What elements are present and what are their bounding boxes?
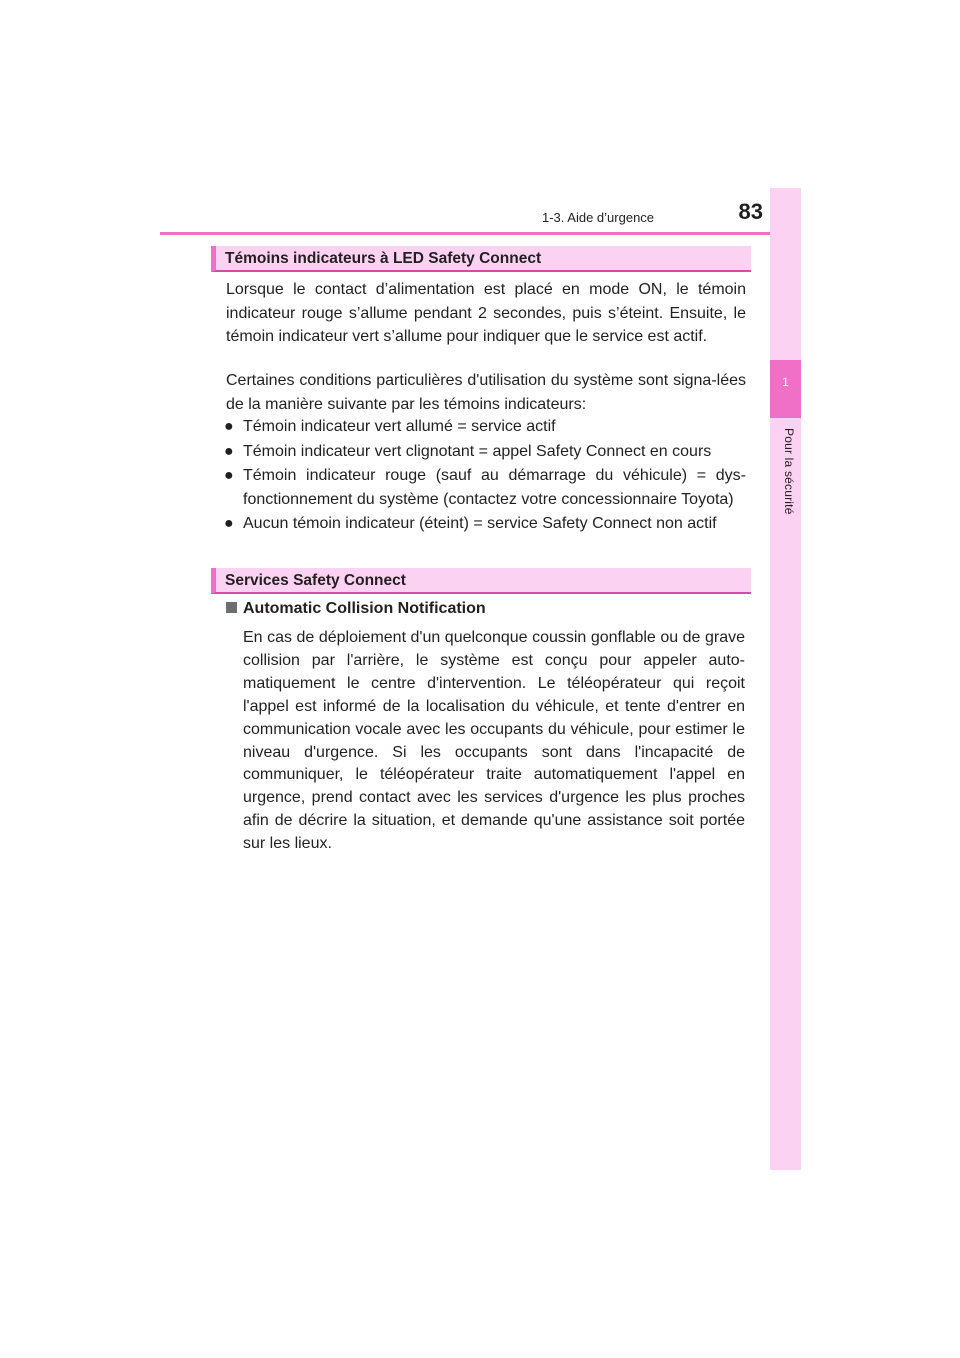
list-item: ● Aucun témoin indicateur (éteint) = service Safety Connect non actif [224, 512, 746, 536]
chapter-title: Pour la sécurité [782, 428, 796, 515]
bullet-icon: ● [224, 467, 234, 484]
bullet-icon: ● [224, 418, 234, 435]
chapter-number: 1 [782, 375, 789, 389]
section-heading-led-indicators [211, 246, 751, 272]
bullet-icon: ● [224, 515, 234, 532]
page-number: 83 [738, 199, 763, 224]
square-bullet-icon [226, 602, 237, 613]
paragraph-power-on: Lorsque le contact d’alimentation est placé en mode ON, le témoin indicateur rouge s’allume pendant 2 secondes, puis s’éteint. Ensuite, le témoin indicateur vert s’allume pour indiquer que le service est actif. [226, 281, 746, 345]
section-heading-text: Témoins indicateurs à LED Safety Connect [225, 250, 542, 267]
section-heading-text: Services Safety Connect [225, 572, 406, 589]
paragraph-collision-notification: En cas de déploiement d'un quelconque coussin gonflable ou de grave collision par l'arrière, le système est conçu pour appeler auto-matiquement le centre d'intervention. Le téléopérateur qui reçoit l'appel est informé de la localisation du véhicule, et tente d'entrer en communication vocale avec les occupants du véhicule, pour estimer le niveau d'urgence. Si les occupants sont dans l'incapacité de communiquer, le téléopérateur traite automatiquement l'appel en urgence, prend contact avec les services d'urgence les plus proches afin de décrire la situation, et demande qu'une assistance soit portée sur les lieux. [243, 629, 745, 853]
subheading-collision-notification: Automatic Collision Notification [226, 600, 486, 618]
section-heading-services [211, 568, 751, 594]
chapter-tab [770, 360, 801, 418]
chapter-side-band [770, 188, 801, 1170]
indicator-bullet-list [224, 415, 746, 537]
paragraph-conditions: Certaines conditions particulières d'utilisation du système sont signa-lées de la manière suivante par les témoins indicateurs: [226, 372, 746, 413]
list-item: ● Témoin indicateur vert clignotant = appel Safety Connect en cours [224, 440, 746, 464]
header-section-label: 1-3. Aide d’urgence [542, 210, 655, 225]
header-divider [160, 232, 800, 235]
list-item: ● Témoin indicateur rouge (sauf au démarrage du véhicule) = dys-fonctionnement du système (contactez votre concessionnaire Toyota) [224, 464, 746, 511]
bullet-icon: ● [224, 442, 234, 460]
list-item: ● Témoin indicateur vert allumé = service actif [224, 415, 746, 439]
